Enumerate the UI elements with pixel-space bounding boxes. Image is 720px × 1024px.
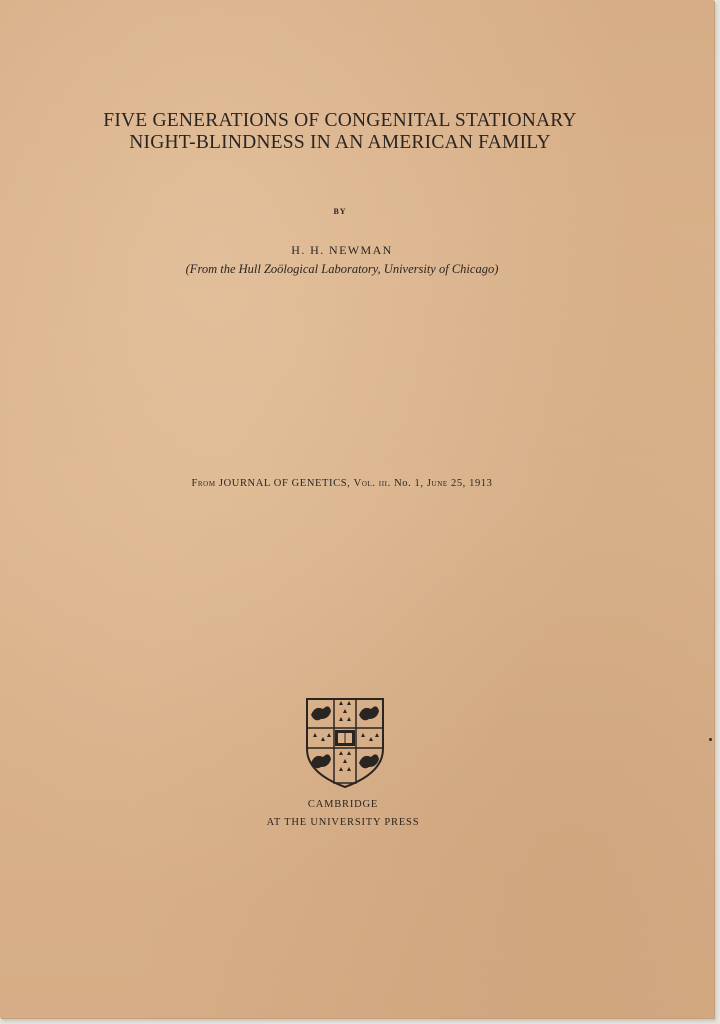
publisher-city: CAMBRIDGE [307,799,379,810]
author-name: H. H. NEWMAN [291,243,393,257]
journal-volume: Vol. iii. [353,478,391,489]
journal-issue: No. 1, [394,478,424,489]
author-affiliation: (From the Hull Zoölogical Laboratory, University of Chicago) [185,262,499,276]
title-line-1: FIVE GENERATIONS OF CONGENITAL STATIONARY [103,110,577,131]
cambridge-arms-icon [305,697,385,789]
journal-from: From [191,478,216,489]
title-line-2: NIGHT-BLINDNESS IN AN AMERICAN FAMILY [129,132,551,153]
paper-blemish [709,738,712,741]
journal-month: June [426,478,448,489]
journal-date: 25, 1913 [450,478,493,489]
publisher-press: AT THE UNIVERSITY PRESS [266,817,420,828]
byline: BY [333,207,347,216]
journal-citation [0,478,684,489]
journal-name: JOURNAL OF GENETICS, [218,478,351,489]
